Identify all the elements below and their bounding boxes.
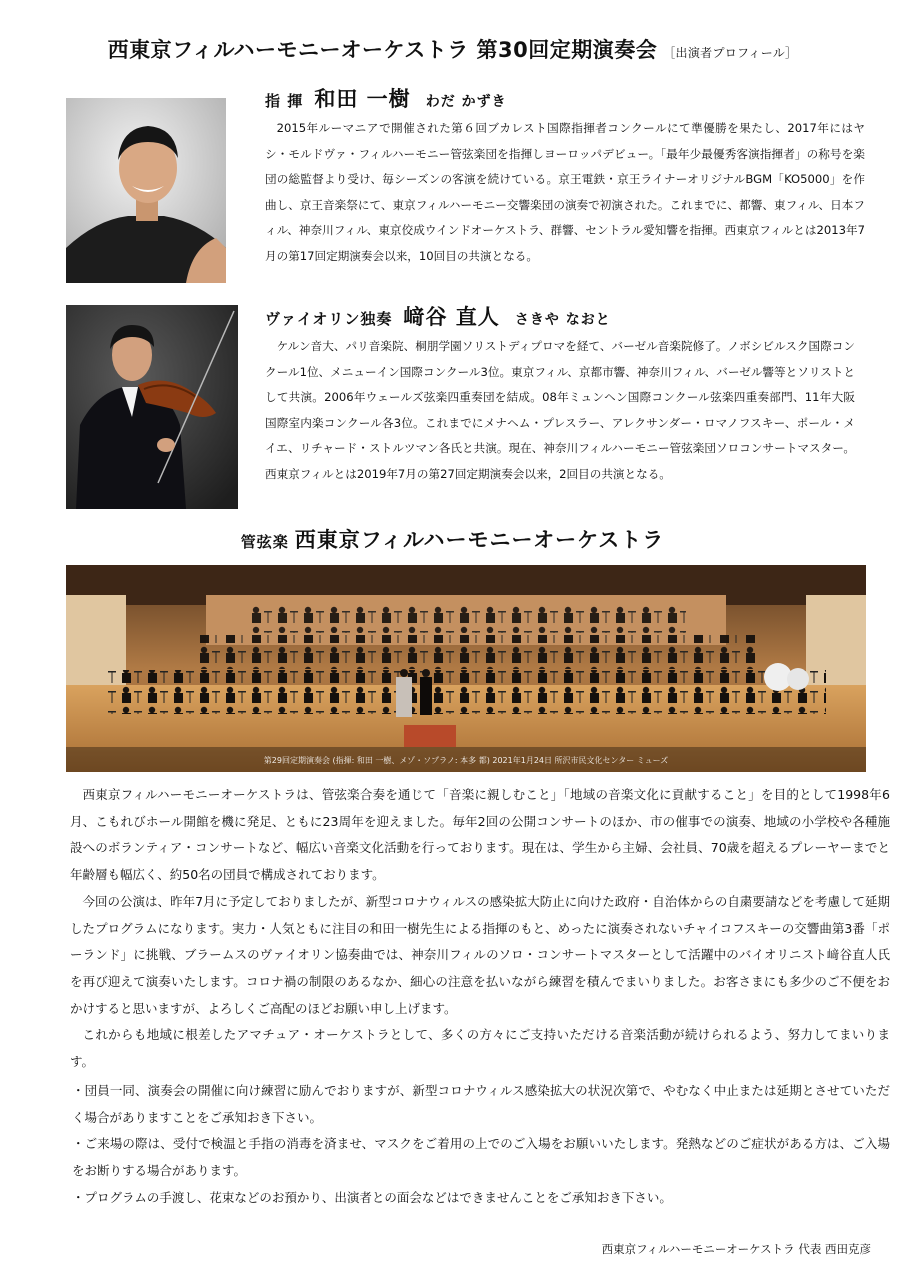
violinist-heading	[265, 300, 855, 334]
page-title	[0, 34, 905, 64]
notice-item: ・ご来場の際は、受付で検温と手指の消毒を済ませ、マスクをご着用の上でのご入場をお願いいたします。発熱などのご症状がある方は、ご入場をお断りする場合があります。	[72, 1136, 890, 1179]
orchestra-description	[70, 782, 890, 1076]
orchestra-role: 管弦楽	[240, 533, 289, 551]
orchestra-photo	[66, 565, 866, 772]
concert-title: 西東京フィルハーモニーオーケストラ 第30回定期演奏会	[107, 38, 658, 62]
notice-item: ・団員一同、演奏会の開催に向け練習に励んでおりますが、新型コロナウィルス感染拡大の状況次第で、やむなく中止または延期とさせていただく場合がありますことをご承知おき下さい。	[72, 1083, 890, 1125]
signature: 西東京フィルハーモニーオーケストラ 代表 西田克彦	[601, 1242, 871, 1256]
conductor-heading	[265, 82, 865, 116]
conductor-role: 指 揮	[265, 92, 304, 110]
violinist-role: ヴァイオリン独奏	[265, 310, 393, 328]
conductor-profile	[265, 82, 865, 269]
conductor-photo	[66, 98, 226, 283]
paragraph: 西東京フィルハーモニーオーケストラは、管弦楽合奏を通じて「音楽に親しむこと」「地域の音楽文化に貢献すること」を目的として1998年6月、こもれびホール開館を機に発足、ともに23周年を迎えました。毎年2回の公開コンサートのほか、市の催事での演奏、地域の小学校や各種施設へのボランティア・コンサートなど、幅広い音楽文化活動を行っております。現在は、学生から主婦、会社員、70歳を超えるプレーヤーまでと年齢層も幅広く、約50名の団員で構成されております。	[70, 787, 890, 883]
section-subtitle: ［出演者プロフィール］	[663, 46, 798, 60]
orchestra-heading	[0, 524, 905, 554]
paragraph: 今回の公演は、昨年7月に予定しておりましたが、新型コロナウィルスの感染拡大防止に向けた政府・自治体からの自粛要請などを考慮して延期したプログラムになります。実力・人気ともに注目の和田一樹先生による指揮のもと、めったに演奏されないチャイコフスキーの交響曲第3番「ポーランド」に挑戦、ブラームスのヴァイオリン協奏曲では、神奈川フィルのソロ・コンサートマスターとして活躍中のバイオリニスト﨑谷直人氏を再び迎えて演奏いたします。コロナ禍の制限のあるなか、細心の注意を払いながら練習を積んでまいりました。お客さまにも多少のご不便をおかけすると思いますが、よろしくご高配のほどお願い申し上げます。	[70, 893, 890, 1016]
violinist-photo	[66, 305, 238, 509]
orchestra-name: 西東京フィルハーモニーオーケストラ	[294, 528, 665, 552]
violinist-profile	[265, 300, 855, 487]
notice-list	[72, 1078, 890, 1212]
photo-caption: 第29回定期演奏会 (指揮: 和田 一樹、メゾ・ソプラノ: 本多 都) 2021年1月24日 所沢市民文化センター ミューズ	[263, 756, 669, 765]
notice-item: ・プログラムの手渡し、花束などのお預かり、出演者との面会などはできませんことをご承知おき下さい。	[72, 1189, 672, 1205]
violinist-bio: ケルン音大、パリ音楽院、桐朋学園ソリストディプロマを経て、バーゼル音楽院修了。ノボシビルスク国際コンクール1位、メニューイン国際コンクール3位。東京フィル、京都市響、神奈川フィル、バーゼル響等とソリストとして共演。2006年ウェールズ弦楽四重奏団を結成。08年ミュンヘン国際コンクール弦楽四重奏部門、11年大阪国際室内楽コンクール各3位。これまでにメナヘム・プレスラー、アレクサンダー・ロマノフスキー、ポール・メイエ、リチャード・ストルツマン各氏と共演。現在、神奈川フィルハーモニー管弦楽団ソロコンサートマスター。西東京フィルとは2019年7月の第27回定期演奏会以来，2回目の共演となる。	[265, 339, 855, 481]
violinist-name: 﨑谷 直人	[403, 305, 500, 329]
conductor-name: 和田 一樹	[314, 87, 411, 111]
conductor-name-kana: わだ かずき	[425, 94, 507, 110]
violinist-name-kana: さきや なおと	[514, 312, 611, 328]
paragraph: これからも地域に根差したアマチュア・オーケストラとして、多くの方々にご支持いただける音楽活動が続けられるよう、努力してまいります。	[70, 1027, 890, 1070]
conductor-bio: 2015年ルーマニアで開催された第６回ブカレスト国際指揮者コンクールにて準優勝を果たし、2017年にはヤシ・モルドヴァ・フィルハーモニー管弦楽団を指揮しヨーロッパデビュー。「最年少最優秀客演指揮者」の称号を楽団の総監督より受け、毎シーズンの客演を続けている。京王電鉄・京王ライナーオリジナルBGM「KO5000」を作曲し、京王音楽祭にて、東京フィルハーモニー交響楽団の演奏で初演された。これまでに、都響、東フィル、日本フィル、神奈川フィル、東京佼成ウインドオーケストラ、群響、セントラル愛知響を指揮。西東京フィルとは2013年7月の第17回定期演奏会以来，10回目の共演となる。	[265, 121, 865, 263]
